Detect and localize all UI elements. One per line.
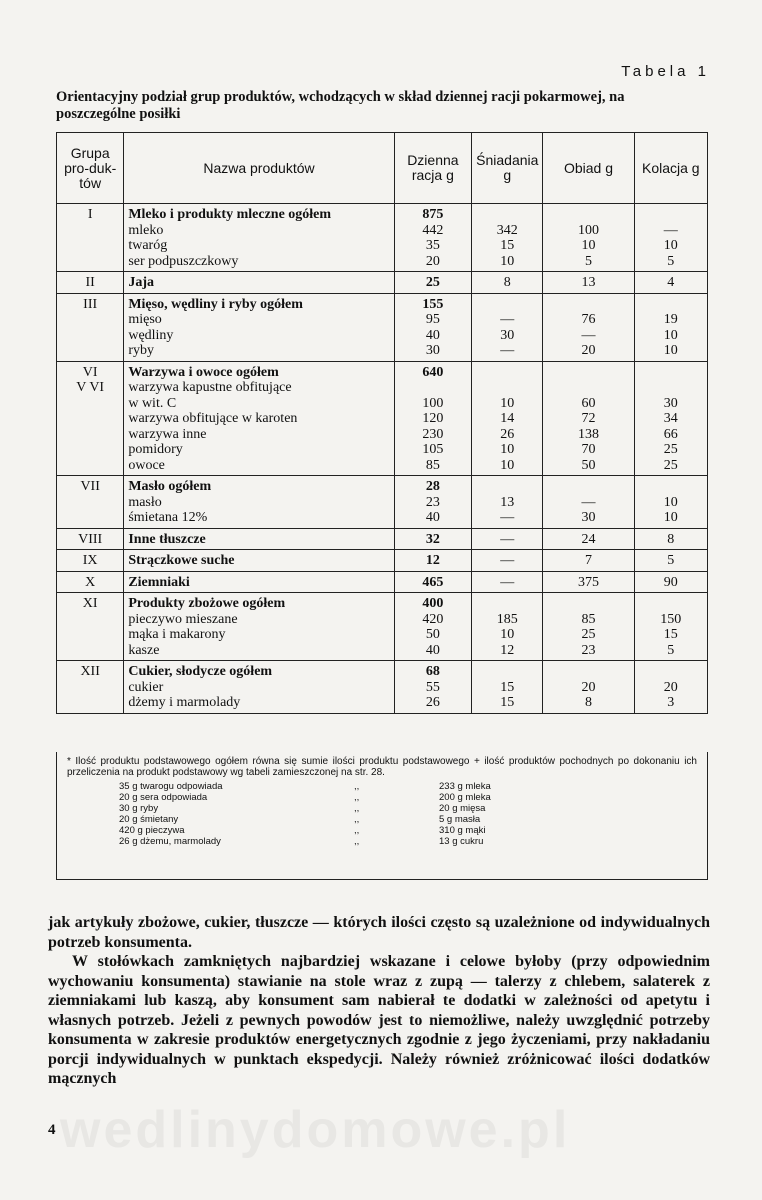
supper-cell-line: 3 xyxy=(667,695,675,710)
breakfast-cell xyxy=(472,476,543,529)
breakfast-cell xyxy=(472,661,543,714)
supper-cell-line: 66 xyxy=(663,426,678,442)
group-cell-line: I xyxy=(87,207,93,222)
supper-cell-line: 10 xyxy=(663,343,678,358)
equivalent-left: 420 g pieczywa xyxy=(119,825,185,836)
dinner-cell-line xyxy=(547,596,629,612)
group-cell xyxy=(57,661,124,714)
group-cell xyxy=(57,361,124,476)
table-row xyxy=(57,593,708,661)
name-cell-line: Mleko i produkty mleczne ogółem xyxy=(128,207,332,222)
supper-cell-line xyxy=(639,297,703,313)
daily-cell-line: 442 xyxy=(422,222,444,238)
supper-cell-line xyxy=(639,596,703,612)
supper-cell xyxy=(634,550,707,572)
breakfast-cell-line: 26 xyxy=(500,426,515,442)
paragraph-2: W stołówkach zamkniętych najbardziej wskazane i celowe byłoby (przy odpowiednim wychowaniu konsumenta) stawianie na stole wraz z zupą — talerzy z chlebem, salaterek z ziemniakami lub kaszą, aby konsument sam nabierał te dodatki w zależności od apetytu i własnych potrzeb. Jeżeli z pewnych powodów jest to niemożliwe, należy uwzględnić potrzeby konsumenta w zakresie produktów energetycznych zgodnie z jego życzeniami, przy nakładaniu porcji indywidualnych w punktach ekspedycji. Należy również zróżnicować ilości dodatków mącznych xyxy=(48,953,710,1087)
supper-cell-line: 25 xyxy=(663,442,678,457)
dinner-cell xyxy=(543,361,634,476)
group-cell-line: V VI xyxy=(76,380,105,395)
col-header-group: Grupa pro-duk-tów xyxy=(57,133,124,204)
name-cell-line: mleko xyxy=(128,222,164,238)
name-cell-line: cukier xyxy=(128,679,164,695)
supper-cell-line: 19 xyxy=(663,312,678,327)
daily-cell-line: 465 xyxy=(422,574,444,590)
dinner-cell-line xyxy=(547,207,629,223)
equivalent-right: 200 g mleka xyxy=(439,792,491,803)
equivalent-row xyxy=(119,803,697,814)
name-cell-line: Jaja xyxy=(128,275,154,290)
name-cell xyxy=(124,361,394,476)
supper-cell-line: 5 xyxy=(667,642,675,658)
name-cell-line: ryby xyxy=(128,343,154,358)
dinner-cell xyxy=(543,593,634,661)
dinner-cell-line xyxy=(547,297,629,313)
breakfast-cell-line xyxy=(476,207,538,223)
equivalent-left: 30 g ryby xyxy=(119,803,159,814)
breakfast-cell-line: 12 xyxy=(500,642,515,658)
supper-cell-line: 8 xyxy=(667,531,675,547)
dinner-cell-line: 85 xyxy=(581,611,596,627)
group-cell xyxy=(57,293,124,361)
table-footnote xyxy=(56,752,708,880)
breakfast-cell xyxy=(472,361,543,476)
daily-cell-line: 640 xyxy=(422,364,444,380)
table-row xyxy=(57,476,708,529)
name-cell-line: masło xyxy=(128,494,162,510)
dinner-cell-line: — xyxy=(581,327,596,343)
daily-cell xyxy=(394,204,472,272)
breakfast-cell xyxy=(472,593,543,661)
daily-cell-line: 20 xyxy=(425,253,440,269)
dinner-cell xyxy=(543,661,634,714)
table-row xyxy=(57,571,708,593)
breakfast-cell xyxy=(472,571,543,593)
daily-cell-line: 230 xyxy=(422,426,444,442)
name-cell xyxy=(124,293,394,361)
table-caption: Orientacyjny podział grup produktów, wchodzących w skład dziennej racji pokarmowej, na poszczególne posiłki xyxy=(56,89,625,122)
daily-cell xyxy=(394,528,472,550)
equivalent-mid: ,, xyxy=(354,836,360,847)
equivalent-right: 13 g cukru xyxy=(439,836,484,847)
dinner-cell-line: 100 xyxy=(577,222,599,238)
group-cell xyxy=(57,593,124,661)
dinner-cell xyxy=(543,272,634,294)
daily-cell-line: 28 xyxy=(425,479,440,494)
supper-cell xyxy=(634,571,707,593)
daily-cell-line: 155 xyxy=(422,296,444,312)
name-cell-line: pieczywo mieszane xyxy=(128,611,238,627)
name-cell-line: w wit. C xyxy=(128,395,177,411)
name-cell-line: wędliny xyxy=(128,327,174,343)
dinner-cell-line: 8 xyxy=(584,695,592,710)
breakfast-cell-line: 342 xyxy=(496,222,518,238)
supper-cell-line xyxy=(639,380,703,396)
supper-cell-line: 4 xyxy=(667,275,675,290)
supper-cell-line xyxy=(639,664,703,680)
table-row xyxy=(57,293,708,361)
name-cell-line: mąka i makarony xyxy=(128,627,226,642)
breakfast-cell-line: 8 xyxy=(503,275,511,290)
col-header-supper: Kolacja g xyxy=(634,133,707,204)
group-cell-line: VIII xyxy=(78,531,103,547)
dinner-cell xyxy=(543,204,634,272)
breakfast-cell-line: — xyxy=(500,510,515,525)
equivalent-left: 20 g sera odpowiada xyxy=(119,792,208,803)
group-cell xyxy=(57,272,124,294)
name-cell-line: ser podpuszczkowy xyxy=(128,253,239,269)
col-header-name: Nazwa produktów xyxy=(124,133,394,204)
name-cell xyxy=(124,593,394,661)
name-cell-line: dżemy i marmolady xyxy=(128,695,241,710)
dinner-cell-line xyxy=(547,380,629,396)
supper-cell-line: — xyxy=(663,222,678,238)
breakfast-cell-line: — xyxy=(500,574,515,590)
daily-cell-line: 100 xyxy=(422,395,444,411)
equivalent-right: 5 g masła xyxy=(439,814,481,825)
table-row xyxy=(57,550,708,572)
col-header-dinner: Obiad g xyxy=(543,133,634,204)
daily-cell xyxy=(394,550,472,572)
name-cell-line: twaróg xyxy=(128,238,168,253)
dinner-cell-line: 375 xyxy=(577,574,599,590)
breakfast-cell-line: — xyxy=(500,312,515,327)
supper-cell-line: 10 xyxy=(663,494,678,510)
daily-cell xyxy=(394,476,472,529)
name-cell xyxy=(124,272,394,294)
breakfast-cell-line: 10 xyxy=(500,627,515,642)
supper-cell-line: 20 xyxy=(663,679,678,695)
footnote-text: * Ilość produktu podstawowego ogółem równa się sumie ilości produktu podstawowego + ilość produktów pochodnych po dokonaniu ich przeliczenia na produkt podstawowy wg tabeli zamieszczonej na str. 28. xyxy=(67,756,697,778)
dinner-cell-line: 20 xyxy=(581,679,596,695)
daily-cell-line: 50 xyxy=(425,627,440,642)
daily-cell-line: 30 xyxy=(425,343,440,358)
daily-cell-line: 105 xyxy=(422,442,444,457)
equivalent-row xyxy=(119,836,697,847)
breakfast-cell-line: — xyxy=(500,553,515,568)
name-cell-line: pomidory xyxy=(128,442,183,457)
group-cell-line: X xyxy=(85,574,96,590)
dinner-cell xyxy=(543,528,634,550)
dinner-cell-line: 20 xyxy=(581,343,596,358)
equivalent-row xyxy=(119,825,697,836)
breakfast-cell-line: 10 xyxy=(500,457,515,473)
dinner-cell-line: 10 xyxy=(581,238,596,253)
name-cell-line: mięso xyxy=(128,312,162,327)
dinner-cell-line xyxy=(547,664,629,680)
supper-cell-line: 30 xyxy=(663,395,678,411)
food-distribution-table xyxy=(56,132,708,714)
daily-cell-line: 40 xyxy=(425,642,440,658)
breakfast-cell-line: — xyxy=(500,531,515,547)
col-header-daily: Dzienna racja g xyxy=(394,133,472,204)
name-cell xyxy=(124,476,394,529)
daily-cell-line: 25 xyxy=(425,275,440,290)
supper-cell-line: 34 xyxy=(663,411,678,426)
dinner-cell-line: 25 xyxy=(581,627,596,642)
supper-cell xyxy=(634,593,707,661)
daily-cell-line: 420 xyxy=(422,611,444,627)
name-cell-line: kasze xyxy=(128,642,160,658)
group-cell-line: III xyxy=(83,296,98,312)
dinner-cell-line: 5 xyxy=(584,253,592,269)
name-cell xyxy=(124,550,394,572)
supper-cell xyxy=(634,476,707,529)
daily-cell-line: 32 xyxy=(425,531,440,547)
breakfast-cell xyxy=(472,550,543,572)
breakfast-cell-line xyxy=(476,380,538,396)
group-cell-line: XII xyxy=(80,664,100,679)
group-cell xyxy=(57,204,124,272)
supper-cell xyxy=(634,272,707,294)
breakfast-cell-line: 10 xyxy=(500,395,515,411)
dinner-cell-line: 70 xyxy=(581,442,596,457)
col-header-breakfast: Śniadania g xyxy=(472,133,543,204)
breakfast-cell xyxy=(472,272,543,294)
dinner-cell xyxy=(543,550,634,572)
equivalent-left: 20 g śmietany xyxy=(119,814,179,825)
dinner-cell xyxy=(543,476,634,529)
dinner-cell-line: 60 xyxy=(581,395,596,411)
breakfast-cell-line xyxy=(476,297,538,313)
daily-cell-line xyxy=(399,380,468,396)
supper-cell-line: 5 xyxy=(667,553,675,568)
breakfast-cell-line xyxy=(476,479,538,495)
dinner-cell xyxy=(543,293,634,361)
breakfast-cell xyxy=(472,528,543,550)
breakfast-cell-line: 15 xyxy=(500,238,515,253)
group-cell-line: VII xyxy=(80,479,100,494)
daily-cell-line: 40 xyxy=(425,510,440,525)
equivalent-row xyxy=(119,781,697,792)
table-header-row xyxy=(57,133,708,204)
body-text xyxy=(48,913,710,1089)
equivalent-mid: ,, xyxy=(354,792,360,803)
equivalent-mid: ,, xyxy=(354,825,360,836)
daily-cell-line: 12 xyxy=(425,553,440,568)
breakfast-cell-line: — xyxy=(500,343,515,358)
daily-cell xyxy=(394,361,472,476)
supper-cell-line: 10 xyxy=(663,327,678,343)
supper-cell-line xyxy=(639,207,703,223)
group-cell xyxy=(57,476,124,529)
dinner-cell-line: — xyxy=(581,494,596,510)
breakfast-cell-line xyxy=(476,365,538,381)
dinner-cell-line: 138 xyxy=(577,426,599,442)
supper-cell-line: 10 xyxy=(663,510,678,525)
daily-cell-line: 55 xyxy=(425,679,440,695)
breakfast-cell-line: 15 xyxy=(500,695,515,710)
equivalent-mid: ,, xyxy=(354,814,360,825)
equivalent-right: 310 g mąki xyxy=(439,825,486,836)
dinner-cell-line xyxy=(547,365,629,381)
dinner-cell-line: 7 xyxy=(584,553,592,568)
dinner-cell xyxy=(543,571,634,593)
daily-cell-line: 85 xyxy=(425,457,440,473)
name-cell xyxy=(124,571,394,593)
equivalent-left: 35 g twarogu odpowiada xyxy=(119,781,223,792)
equivalent-mid: ,, xyxy=(354,803,360,814)
equivalent-row xyxy=(119,814,697,825)
breakfast-cell-line: 10 xyxy=(500,442,515,457)
daily-cell-line: 26 xyxy=(425,695,440,710)
daily-cell-line: 875 xyxy=(422,207,444,222)
equivalent-right: 233 g mleka xyxy=(439,781,491,792)
breakfast-cell-line: 14 xyxy=(500,411,515,426)
group-cell-line: II xyxy=(85,275,95,290)
daily-cell xyxy=(394,293,472,361)
breakfast-cell-line xyxy=(476,596,538,612)
name-cell-line: warzywa inne xyxy=(128,426,207,442)
name-cell-line: warzywa obfitujące w karoten xyxy=(128,411,298,426)
name-cell-line: Mięso, wędliny i ryby ogółem xyxy=(128,296,303,312)
breakfast-cell-line: 185 xyxy=(496,611,518,627)
name-cell-line: Masło ogółem xyxy=(128,479,212,494)
table-row xyxy=(57,272,708,294)
supper-cell-line: 5 xyxy=(667,253,675,269)
supper-cell-line xyxy=(639,365,703,381)
group-cell-line: XI xyxy=(82,596,98,611)
equivalent-left: 26 g dżemu, marmolady xyxy=(119,836,221,847)
group-cell-line: IX xyxy=(82,553,98,568)
paragraph-1: jak artykuły zbożowe, cukier, tłuszcze — których ilości często są uzależnione od indywidualnych potrzeb konsumenta. xyxy=(48,914,710,951)
breakfast-cell-line: 10 xyxy=(500,253,515,269)
supper-cell-line: 15 xyxy=(663,627,678,642)
dinner-cell-line: 23 xyxy=(581,642,596,658)
dinner-cell-line xyxy=(547,479,629,495)
supper-cell xyxy=(634,204,707,272)
breakfast-cell-line xyxy=(476,664,538,680)
name-cell xyxy=(124,204,394,272)
name-cell-line: Ziemniaki xyxy=(128,574,190,590)
daily-cell-line: 40 xyxy=(425,327,440,343)
table-label: Tabela 1 xyxy=(621,63,710,80)
name-cell-line: Strączkowe suche xyxy=(128,553,235,568)
name-cell xyxy=(124,661,394,714)
daily-cell xyxy=(394,272,472,294)
group-cell xyxy=(57,528,124,550)
group-cell xyxy=(57,571,124,593)
name-cell xyxy=(124,528,394,550)
daily-cell xyxy=(394,571,472,593)
daily-cell-line: 35 xyxy=(425,238,440,253)
supper-cell-line xyxy=(639,479,703,495)
equivalent-right: 20 g mięsa xyxy=(439,803,486,814)
watermark: wedlinydomowe.pl xyxy=(60,1101,571,1159)
breakfast-cell-line: 13 xyxy=(500,494,515,510)
table-row xyxy=(57,661,708,714)
name-cell-line: Cukier, słodycze ogółem xyxy=(128,664,273,679)
supper-cell-line: 10 xyxy=(663,238,678,253)
breakfast-cell xyxy=(472,204,543,272)
supper-cell xyxy=(634,661,707,714)
daily-cell-line: 23 xyxy=(425,494,440,510)
supper-cell xyxy=(634,528,707,550)
supper-cell-line: 150 xyxy=(660,611,682,627)
daily-cell-line: 68 xyxy=(425,664,440,679)
name-cell-line: śmietana 12% xyxy=(128,510,208,525)
dinner-cell-line: 76 xyxy=(581,312,596,327)
page-number: 4 xyxy=(48,1122,56,1138)
breakfast-cell-line: 30 xyxy=(500,327,515,343)
table-row xyxy=(57,528,708,550)
daily-cell-line: 400 xyxy=(422,596,444,611)
name-cell-line: warzywa kapustne obfitujące xyxy=(128,380,292,395)
supper-cell xyxy=(634,361,707,476)
supper-cell-line: 90 xyxy=(663,574,678,590)
name-cell-line: Inne tłuszcze xyxy=(128,531,206,547)
dinner-cell-line: 72 xyxy=(581,411,596,426)
breakfast-cell-line: 15 xyxy=(500,679,515,695)
breakfast-cell xyxy=(472,293,543,361)
dinner-cell-line: 24 xyxy=(581,531,596,547)
table-row xyxy=(57,361,708,476)
table-row xyxy=(57,204,708,272)
name-cell-line: Produkty zbożowe ogółem xyxy=(128,596,286,611)
group-cell-line: VI xyxy=(82,364,98,380)
equivalent-row xyxy=(119,792,697,803)
group-cell xyxy=(57,550,124,572)
name-cell-line: owoce xyxy=(128,457,165,473)
supper-cell xyxy=(634,293,707,361)
daily-cell xyxy=(394,593,472,661)
daily-cell-line: 120 xyxy=(422,411,444,426)
name-cell-line: Warzywa i owoce ogółem xyxy=(128,364,279,380)
equivalents-list xyxy=(119,781,697,847)
daily-cell-line: 95 xyxy=(425,312,440,327)
dinner-cell-line: 50 xyxy=(581,457,596,473)
dinner-cell-line: 13 xyxy=(581,275,596,290)
equivalent-mid: ,, xyxy=(354,781,360,792)
dinner-cell-line: 30 xyxy=(581,510,596,525)
daily-cell xyxy=(394,661,472,714)
supper-cell-line: 25 xyxy=(663,457,678,473)
